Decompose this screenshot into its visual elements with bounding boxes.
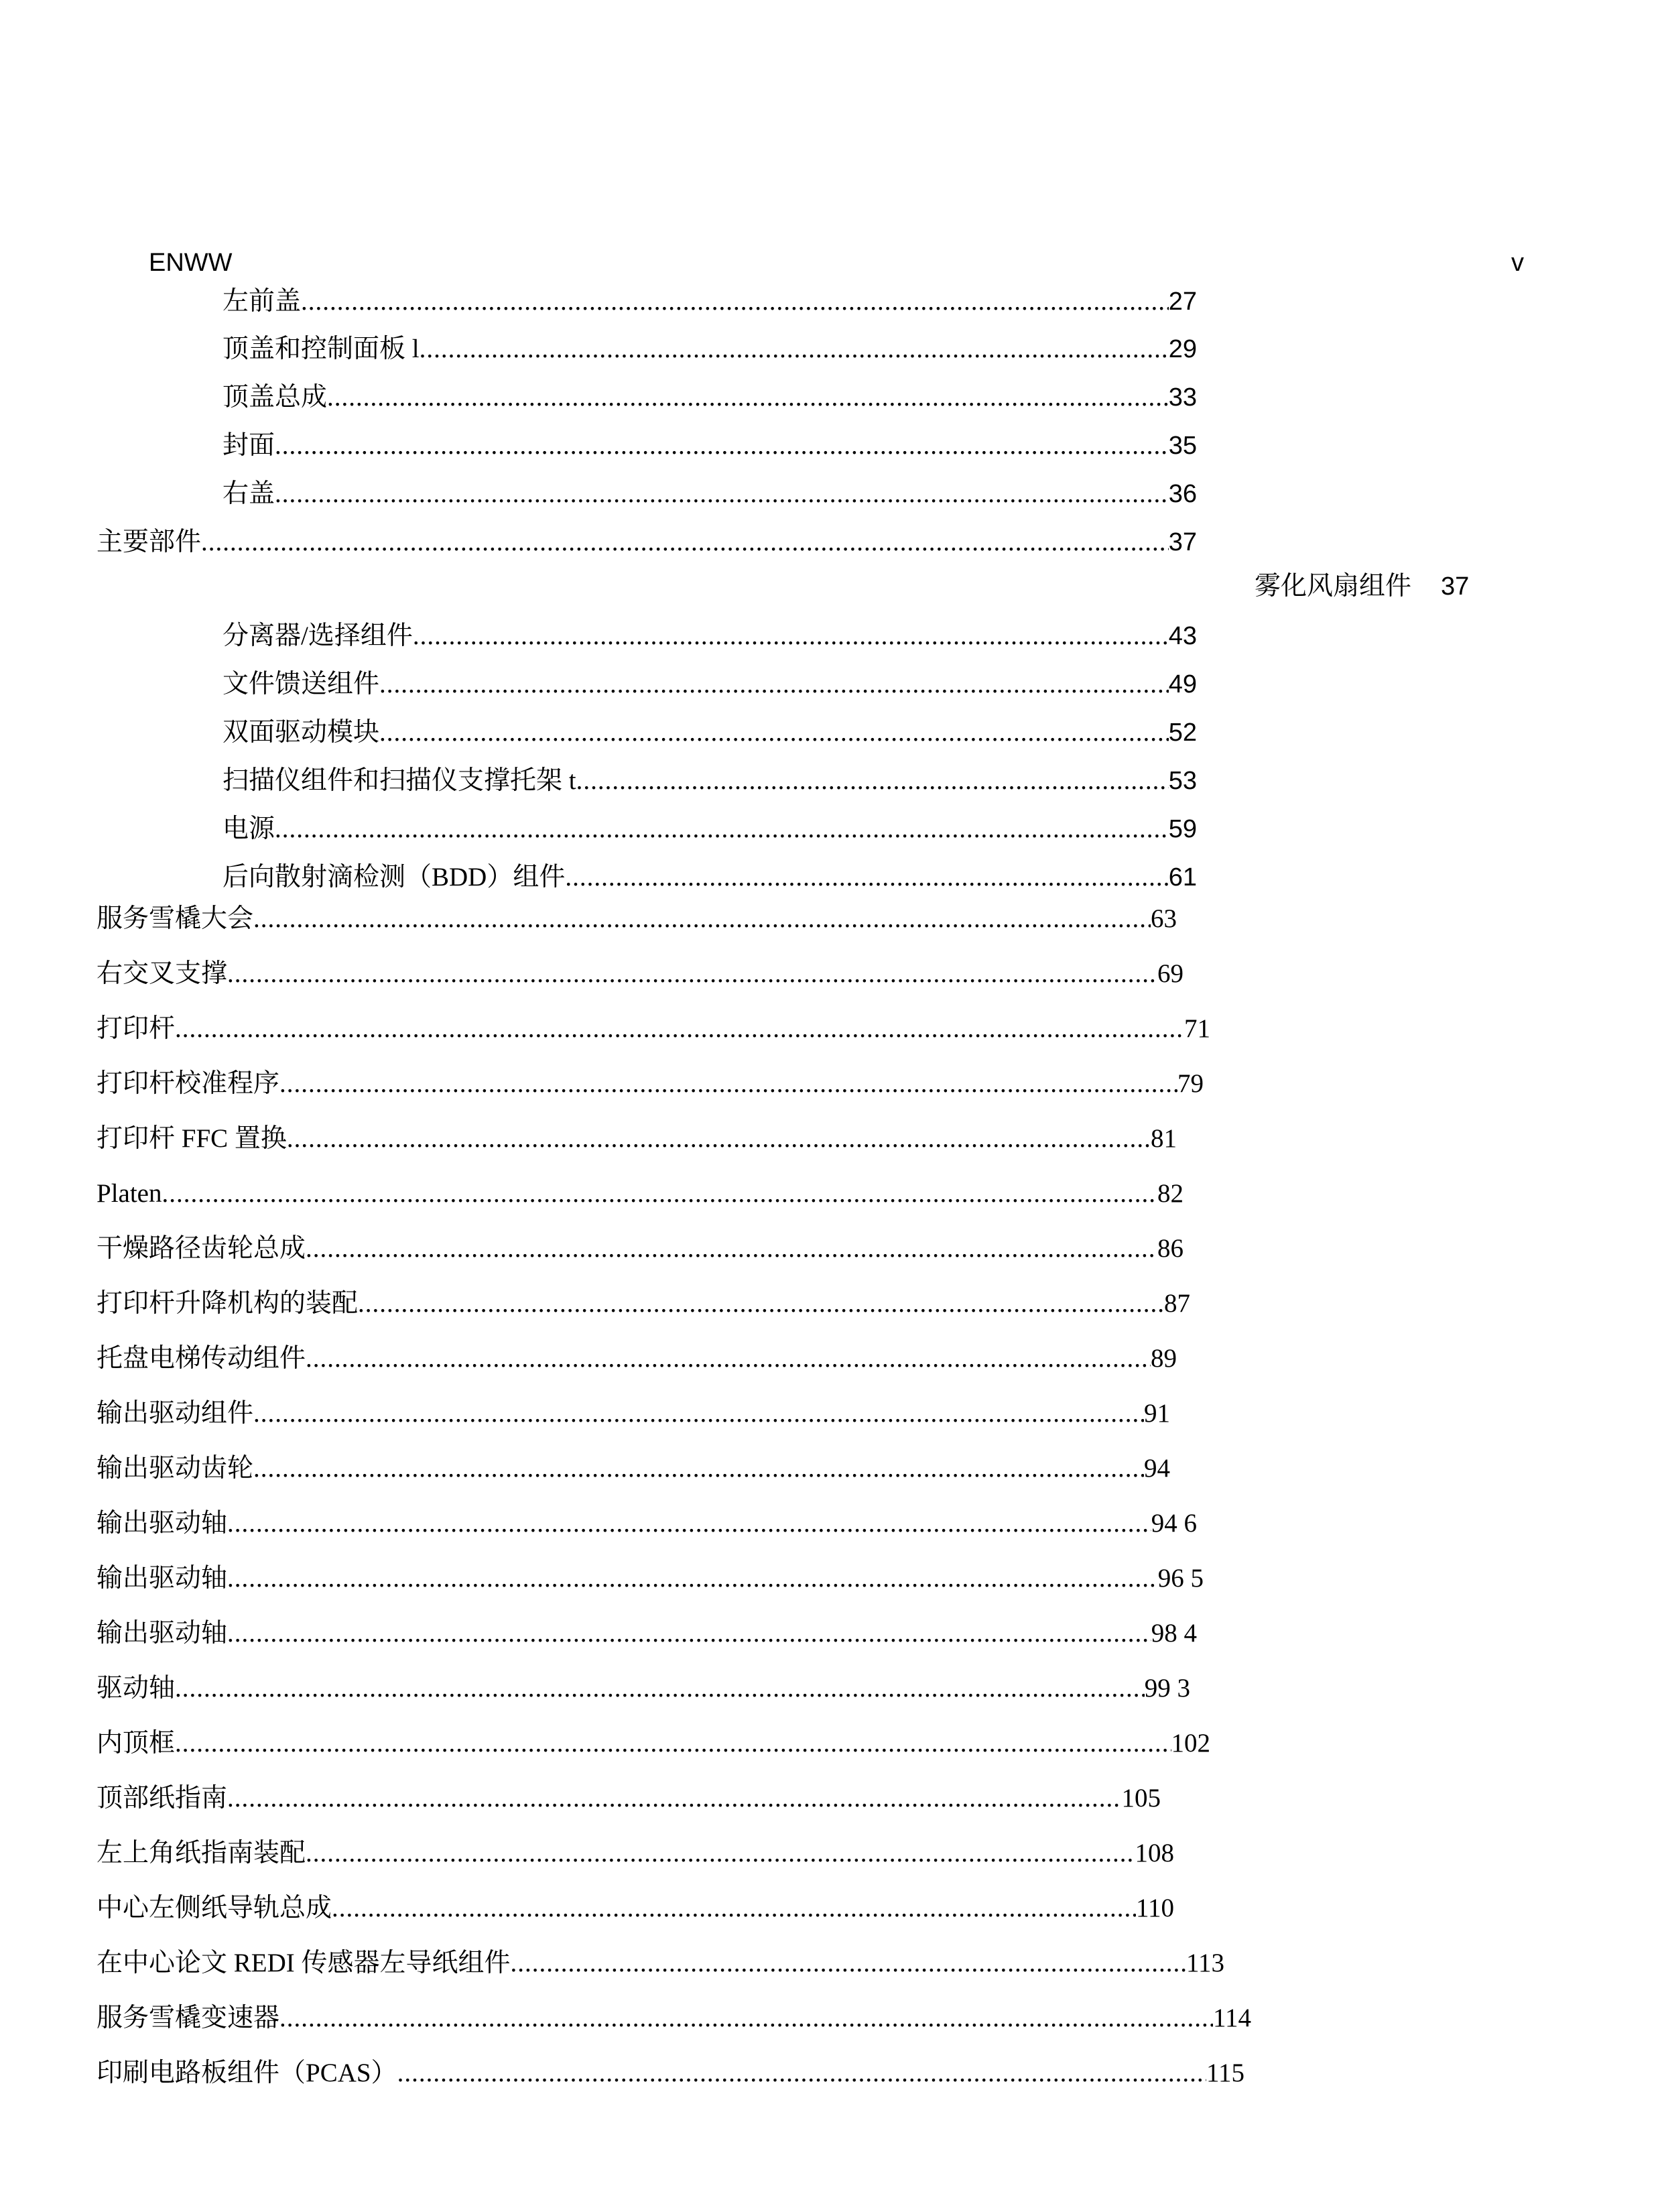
toc-entry-title: 服务雪橇大会 bbox=[97, 904, 254, 934]
toc-entry-title: 分离器/选择组件 bbox=[222, 621, 413, 651]
toc-entry-page: 49 bbox=[1168, 670, 1197, 699]
toc-entry-page: 115 bbox=[1206, 2059, 1244, 2088]
toc-entry-page: 102 bbox=[1171, 1729, 1210, 1758]
toc-entry-page: 59 bbox=[1168, 815, 1197, 844]
toc-leader-dots bbox=[306, 1344, 1151, 1374]
toc-entry[interactable] bbox=[222, 668, 1197, 700]
toc-leader-dots bbox=[279, 1069, 1177, 1099]
toc-entry[interactable] bbox=[97, 1947, 1224, 1979]
toc-entry-title: 服务雪橇变速器 bbox=[97, 2004, 280, 2033]
toc-entry[interactable] bbox=[222, 285, 1197, 317]
toc-entry-page: 61 bbox=[1168, 863, 1197, 892]
toc-entry-page: 52 bbox=[1168, 719, 1197, 747]
toc-entry[interactable] bbox=[97, 1837, 1174, 1869]
toc-entry-title: 输出驱动轴 bbox=[97, 1619, 228, 1648]
toc-leader-dots bbox=[420, 334, 1169, 365]
toc-entry-page: 114 bbox=[1212, 2004, 1251, 2033]
toc-entry-floating[interactable] bbox=[1255, 572, 1469, 602]
toc-entry[interactable] bbox=[97, 1232, 1184, 1264]
toc-leader-dots bbox=[379, 718, 1169, 748]
toc-entry-title: 打印杆 bbox=[97, 1014, 176, 1044]
toc-entry-page: 27 bbox=[1168, 288, 1197, 316]
toc-entry-title: 内顶框 bbox=[97, 1729, 176, 1758]
toc-entry-title: 在中心论文 REDI 传感器左导纸组件 bbox=[97, 1949, 511, 1978]
toc-entry-title: 电源 bbox=[222, 814, 275, 844]
toc-leader-dots bbox=[175, 1014, 1184, 1044]
toc-entry-title: 打印杆校准程序 bbox=[97, 1069, 280, 1099]
toc-entry[interactable] bbox=[97, 1507, 1197, 1539]
toc-entry[interactable] bbox=[97, 1122, 1177, 1154]
toc-entry[interactable] bbox=[222, 429, 1197, 461]
toc-entry-title: 驱动轴 bbox=[97, 1674, 176, 1703]
toc-entry-page: 29 bbox=[1168, 335, 1197, 364]
toc-entry[interactable] bbox=[97, 1727, 1210, 1759]
toc-entry[interactable] bbox=[97, 1672, 1190, 1704]
toc-entry-title: 扫描仪组件和扫描仪支撑托架 t bbox=[222, 766, 576, 796]
toc-leader-dots bbox=[227, 1509, 1151, 1539]
toc-entry-title: 封面 bbox=[222, 431, 275, 460]
toc-entry-title: 文件馈送组件 bbox=[222, 670, 380, 699]
toc-entry-title: 右交叉支撑 bbox=[97, 959, 228, 989]
toc-entry[interactable] bbox=[97, 1342, 1177, 1374]
toc-entry-title: 顶盖总成 bbox=[222, 383, 328, 412]
toc-leader-dots bbox=[253, 1454, 1144, 1484]
toc-entry-page: 99 3 bbox=[1144, 1674, 1190, 1703]
toc-leader-dots bbox=[201, 528, 1169, 558]
toc-entry-title: 托盘电梯传动组件 bbox=[97, 1344, 306, 1373]
toc-entry[interactable] bbox=[97, 2056, 1244, 2089]
toc-leader-dots bbox=[397, 2059, 1206, 2089]
toc-entry[interactable] bbox=[97, 1067, 1204, 1099]
toc-leader-dots bbox=[287, 1124, 1151, 1154]
toc-entry-title: 打印杆 FFC 置换 bbox=[97, 1124, 287, 1154]
toc-entry[interactable] bbox=[97, 1782, 1161, 1814]
toc-entry[interactable] bbox=[97, 1617, 1197, 1649]
toc-entry-page: 36 bbox=[1168, 480, 1197, 509]
toc-entry[interactable] bbox=[222, 619, 1197, 652]
toc-entry-page: 113 bbox=[1186, 1949, 1224, 1978]
toc-leader-dots bbox=[227, 1619, 1151, 1649]
toc-entry[interactable] bbox=[222, 716, 1197, 748]
toc-entry-page: 105 bbox=[1121, 1784, 1161, 1813]
toc-entry[interactable] bbox=[97, 957, 1184, 989]
toc-entry-page: 86 bbox=[1157, 1234, 1184, 1264]
toc-entry[interactable] bbox=[222, 477, 1197, 509]
toc-entry[interactable] bbox=[97, 1452, 1170, 1484]
toc-entry-title: 输出驱动组件 bbox=[97, 1399, 254, 1428]
toc-entry[interactable] bbox=[222, 381, 1197, 413]
toc-entry[interactable] bbox=[97, 1397, 1170, 1429]
toc-entry-page: 98 4 bbox=[1151, 1619, 1197, 1648]
toc-entry-page: 94 6 bbox=[1151, 1509, 1197, 1538]
toc-leader-dots bbox=[253, 1399, 1144, 1429]
toc-leader-dots bbox=[175, 1729, 1171, 1759]
toc-entry-page: 63 bbox=[1151, 904, 1177, 934]
toc-leader-dots bbox=[227, 1784, 1121, 1814]
toc-entry-page: 33 bbox=[1168, 383, 1197, 412]
toc-entry-page: 82 bbox=[1157, 1179, 1184, 1209]
toc-leader-dots bbox=[379, 670, 1169, 700]
toc-entry-title: 顶盖和控制面板 l bbox=[222, 334, 420, 364]
toc-leader-dots bbox=[227, 959, 1157, 989]
toc-entry-title: 雾化风扇组件 bbox=[1255, 572, 1412, 601]
toc-entry-page: 37 bbox=[1441, 572, 1470, 601]
toc-leader-dots bbox=[327, 383, 1169, 413]
toc-entry-title: 印刷电路板组件（PCAS） bbox=[97, 2059, 397, 2088]
toc-entry-title: 输出驱动齿轮 bbox=[97, 1454, 254, 1483]
toc-entry-page: 37 bbox=[1168, 528, 1197, 557]
toc-entry-title: 左上角纸指南装配 bbox=[97, 1839, 306, 1868]
toc-entry[interactable] bbox=[97, 1012, 1210, 1044]
toc-entry-page: 87 bbox=[1164, 1289, 1190, 1318]
toc-leader-dots bbox=[279, 2004, 1213, 2034]
toc-entry-title: 输出驱动轴 bbox=[97, 1564, 228, 1593]
toc-leader-dots bbox=[565, 863, 1168, 893]
toc-entry-page: 71 bbox=[1184, 1014, 1210, 1044]
toc-entry[interactable] bbox=[222, 764, 1197, 796]
toc-entry-title: 中心左侧纸导轨总成 bbox=[97, 1894, 332, 1923]
toc-leader-dots bbox=[332, 1894, 1136, 1924]
toc-entry-page: 35 bbox=[1168, 432, 1197, 460]
toc-entry[interactable] bbox=[97, 1562, 1204, 1594]
toc-entry-title: 双面驱动模块 bbox=[222, 718, 380, 747]
toc-entry[interactable] bbox=[222, 332, 1197, 365]
toc-leader-dots bbox=[306, 1839, 1135, 1869]
toc-leader-dots bbox=[175, 1674, 1145, 1704]
running-header-left: ENWW bbox=[149, 249, 233, 277]
toc-leader-dots bbox=[162, 1179, 1157, 1209]
toc-entry-page: 96 5 bbox=[1157, 1564, 1204, 1593]
toc-leader-dots bbox=[275, 431, 1169, 461]
toc-leader-dots bbox=[358, 1289, 1164, 1319]
toc-entry-page: 81 bbox=[1151, 1124, 1177, 1154]
toc-entry-title: 主要部件 bbox=[97, 528, 202, 557]
toc-entry-page: 89 bbox=[1151, 1344, 1177, 1373]
toc-entry[interactable] bbox=[97, 526, 1197, 558]
toc-entry-title: 输出驱动轴 bbox=[97, 1509, 228, 1538]
toc-entry[interactable] bbox=[97, 2002, 1251, 2034]
toc-entry-page: 91 bbox=[1144, 1399, 1170, 1428]
toc-entry[interactable] bbox=[97, 1892, 1174, 1924]
toc-leader-dots bbox=[253, 904, 1151, 934]
page-number-roman: v bbox=[1511, 249, 1524, 277]
toc-leader-dots bbox=[306, 1234, 1157, 1264]
toc-leader-dots bbox=[576, 766, 1169, 796]
toc-leader-dots bbox=[275, 479, 1169, 509]
toc-entry-page: 79 bbox=[1177, 1069, 1204, 1099]
toc-entry-page: 94 bbox=[1144, 1454, 1170, 1483]
toc-entry-page: 110 bbox=[1135, 1894, 1174, 1923]
toc-entry-title: Platen bbox=[97, 1179, 162, 1209]
toc-leader-dots bbox=[227, 1564, 1158, 1594]
toc-entry-title: 左前盖 bbox=[222, 287, 302, 316]
toc-entry-title: 顶部纸指南 bbox=[97, 1784, 228, 1813]
toc-entry[interactable] bbox=[97, 902, 1177, 934]
toc-leader-dots bbox=[275, 814, 1169, 845]
toc-leader-dots bbox=[511, 1949, 1186, 1979]
toc-leader-dots bbox=[301, 287, 1169, 317]
toc-entry-page: 43 bbox=[1168, 622, 1197, 651]
toc-entry-title: 后向散射滴检测（BDD）组件 bbox=[222, 863, 566, 892]
toc-entry[interactable] bbox=[222, 861, 1197, 893]
toc-entry-page: 53 bbox=[1168, 767, 1197, 796]
toc-entry-page: 69 bbox=[1157, 959, 1184, 989]
toc-entry-title: 右盖 bbox=[222, 479, 275, 509]
toc-leader-dots bbox=[413, 621, 1169, 652]
toc-entry-title: 干燥路径齿轮总成 bbox=[97, 1234, 306, 1264]
toc-entry[interactable] bbox=[97, 1177, 1184, 1209]
toc-entry-page: 108 bbox=[1135, 1839, 1174, 1868]
toc-entry[interactable] bbox=[222, 812, 1197, 845]
toc-entry-title: 打印杆升降机构的装配 bbox=[97, 1289, 359, 1318]
toc-entry[interactable] bbox=[97, 1287, 1190, 1319]
